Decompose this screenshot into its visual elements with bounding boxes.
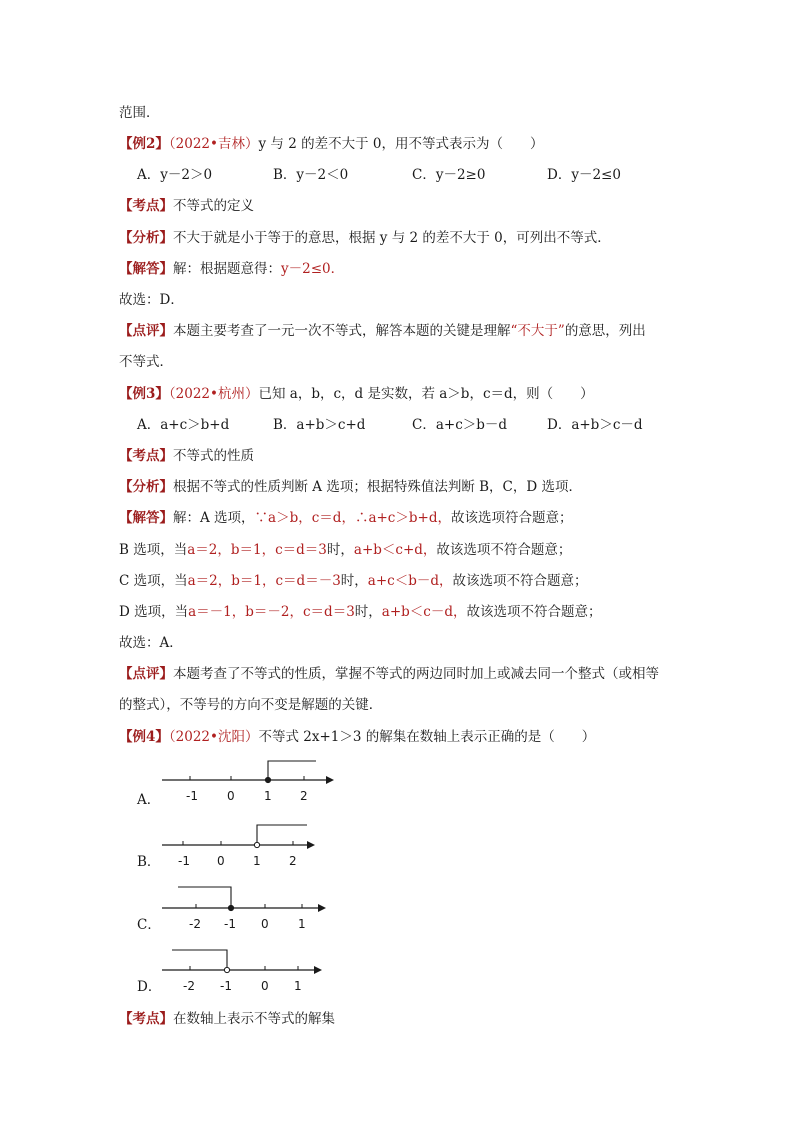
tick-label: -1 <box>220 979 232 993</box>
solution-bracket <box>172 950 227 970</box>
math: a+b＜c+d， <box>353 542 437 558</box>
analysis <box>119 478 582 496</box>
comment <box>119 322 646 340</box>
hollow-point <box>224 967 229 972</box>
example-4-question <box>119 728 595 746</box>
question-text: y 与 2 的差不大于 0，用不等式表示为（ ） <box>258 136 544 152</box>
math: a＝2，b＝1，c＝d＝－3 <box>187 573 341 589</box>
question-text: 不等式 2x+1＞3 的解集在数轴上表示正确的是（ ） <box>258 729 596 745</box>
tick-label: 1 <box>298 917 306 931</box>
tick-label: -1 <box>178 854 190 868</box>
math: y－2≤0． <box>281 261 345 277</box>
example-3-question <box>119 385 594 403</box>
tick-label: -2 <box>189 917 201 931</box>
text: 在数轴上表示不等式的解集 <box>173 1011 335 1027</box>
option-d: D．y－2≤0 <box>547 167 621 183</box>
quote: “不大于” <box>510 323 565 339</box>
text: 故该选项不符合题意； <box>452 573 588 589</box>
comment-cont <box>119 353 173 371</box>
tick-label: 1 <box>294 979 302 993</box>
tick-label: 2 <box>289 854 297 868</box>
text: 不大于就是小于等于的意思，根据 y 与 2 的差不大于 0，可列出不等式． <box>173 230 611 246</box>
math: a+b＜c－d， <box>381 604 467 620</box>
text: 不等式的性质 <box>173 448 254 464</box>
analysis <box>119 229 611 247</box>
kd-tag: 【考点】 <box>119 1011 173 1027</box>
kd-tag: 【考点】 <box>119 198 173 214</box>
text: 的意思，列出 <box>564 323 646 339</box>
example-tag: 【例3】 <box>119 386 169 402</box>
source-tag: （2022•杭州） <box>168 386 259 402</box>
text-line <box>119 104 160 122</box>
text: 故选：A． <box>119 635 183 651</box>
kd-tag: 【考点】 <box>119 448 173 464</box>
solution-bracket <box>268 761 316 780</box>
solution-bracket <box>178 887 231 908</box>
arrow-icon <box>318 904 326 912</box>
text: 的整式），不等号的方向不变是解题的关键． <box>119 697 383 713</box>
comment <box>119 665 659 683</box>
choice-line <box>119 634 183 652</box>
answer-line <box>119 603 602 621</box>
question-text: 已知 a，b，c，d 是实数，若 a＞b，c＝d，则（ ） <box>258 386 594 402</box>
tick-label: 0 <box>261 979 269 993</box>
number-line-d <box>150 942 350 1002</box>
text: D 选项，当 <box>119 604 189 620</box>
answer-line <box>119 572 588 590</box>
number-line-a <box>150 755 350 815</box>
solid-point <box>265 777 270 782</box>
solid-point <box>228 905 233 910</box>
knowledge-point <box>119 1010 335 1028</box>
text: 范围． <box>119 105 160 121</box>
tick-label: 2 <box>300 789 308 803</box>
text: C 选项，当 <box>119 573 188 589</box>
tick-label: 0 <box>217 854 225 868</box>
text: 故选：D． <box>119 292 184 308</box>
answer <box>119 509 572 527</box>
text: 解：根据题意得： <box>173 261 281 277</box>
text: 时， <box>340 573 368 589</box>
tick-label: -2 <box>183 979 195 993</box>
tick-label: 0 <box>227 789 235 803</box>
dp-tag: 【点评】 <box>119 323 173 339</box>
number-line-c <box>150 880 350 940</box>
text: B 选项，当 <box>119 542 188 558</box>
option-b: B．y－2＜0 <box>273 167 349 183</box>
knowledge-point <box>119 447 254 465</box>
option-a: A．a+c＞b+d <box>137 417 230 433</box>
tick-label: -1 <box>224 917 236 931</box>
text: 故该选项不符合题意； <box>436 542 572 558</box>
arrow-icon <box>326 776 334 784</box>
option-c: C．y－2≥0 <box>412 167 486 183</box>
text: 时， <box>326 542 354 558</box>
option-c-label: C． <box>137 917 161 933</box>
choice-line <box>119 291 184 309</box>
hollow-point <box>254 842 259 847</box>
fx-tag: 【分析】 <box>119 479 173 495</box>
option-d: D．a+b＞c－d <box>547 417 643 433</box>
example-2-question <box>119 135 543 153</box>
tick-label: 0 <box>261 917 269 931</box>
text: 不等式． <box>119 354 173 370</box>
math: a＝－1，b＝－2，c＝d＝3 <box>188 604 355 620</box>
option-a-label: A． <box>137 792 161 808</box>
text: 故该选项不符合题意； <box>466 604 602 620</box>
fx-tag: 【分析】 <box>119 230 173 246</box>
option-c: C．a+c＞b－d <box>412 417 508 433</box>
math: a＝2，b＝1，c＝d＝3 <box>187 542 327 558</box>
number-line-b <box>150 818 350 878</box>
text: 时， <box>354 604 382 620</box>
math: a+c＜b－d， <box>367 573 453 589</box>
answer-line <box>119 541 571 559</box>
arrow-icon <box>314 966 322 974</box>
source-tag: （2022•吉林） <box>168 136 259 152</box>
option-a: A．y－2＞0 <box>137 167 213 183</box>
text: 本题主要考查了一元一次不等式，解答本题的关键是理解 <box>173 323 511 339</box>
text: 解：A 选项， <box>173 510 255 526</box>
tick-label: 1 <box>253 854 261 868</box>
solution-bracket <box>257 825 307 845</box>
jd-tag: 【解答】 <box>119 261 173 277</box>
text: 故该选项符合题意； <box>450 510 573 526</box>
dp-tag: 【点评】 <box>119 666 173 682</box>
option-b-label: B． <box>137 854 161 870</box>
comment-cont <box>119 696 382 714</box>
text: 不等式的定义 <box>173 198 254 214</box>
option-d-label: D． <box>137 979 162 995</box>
text: 根据不等式的性质判断 A 选项；根据特殊值法判断 B，C，D 选项． <box>173 479 582 495</box>
text: 本题考查了不等式的性质，掌握不等式的两边同时加上或减去同一个整式（或相等 <box>173 666 659 682</box>
knowledge-point <box>119 197 254 215</box>
math: ∵a＞b，c＝d，∴a+c＞b+d， <box>254 510 451 526</box>
tick-label: 1 <box>264 789 272 803</box>
option-b: B．a+b＞c+d <box>273 417 366 433</box>
example-tag: 【例4】 <box>119 729 169 745</box>
source-tag: （2022•沈阳） <box>168 729 259 745</box>
example-tag: 【例2】 <box>119 136 169 152</box>
jd-tag: 【解答】 <box>119 510 173 526</box>
arrow-icon <box>307 841 315 849</box>
tick-label: -1 <box>186 789 198 803</box>
answer <box>119 260 344 278</box>
